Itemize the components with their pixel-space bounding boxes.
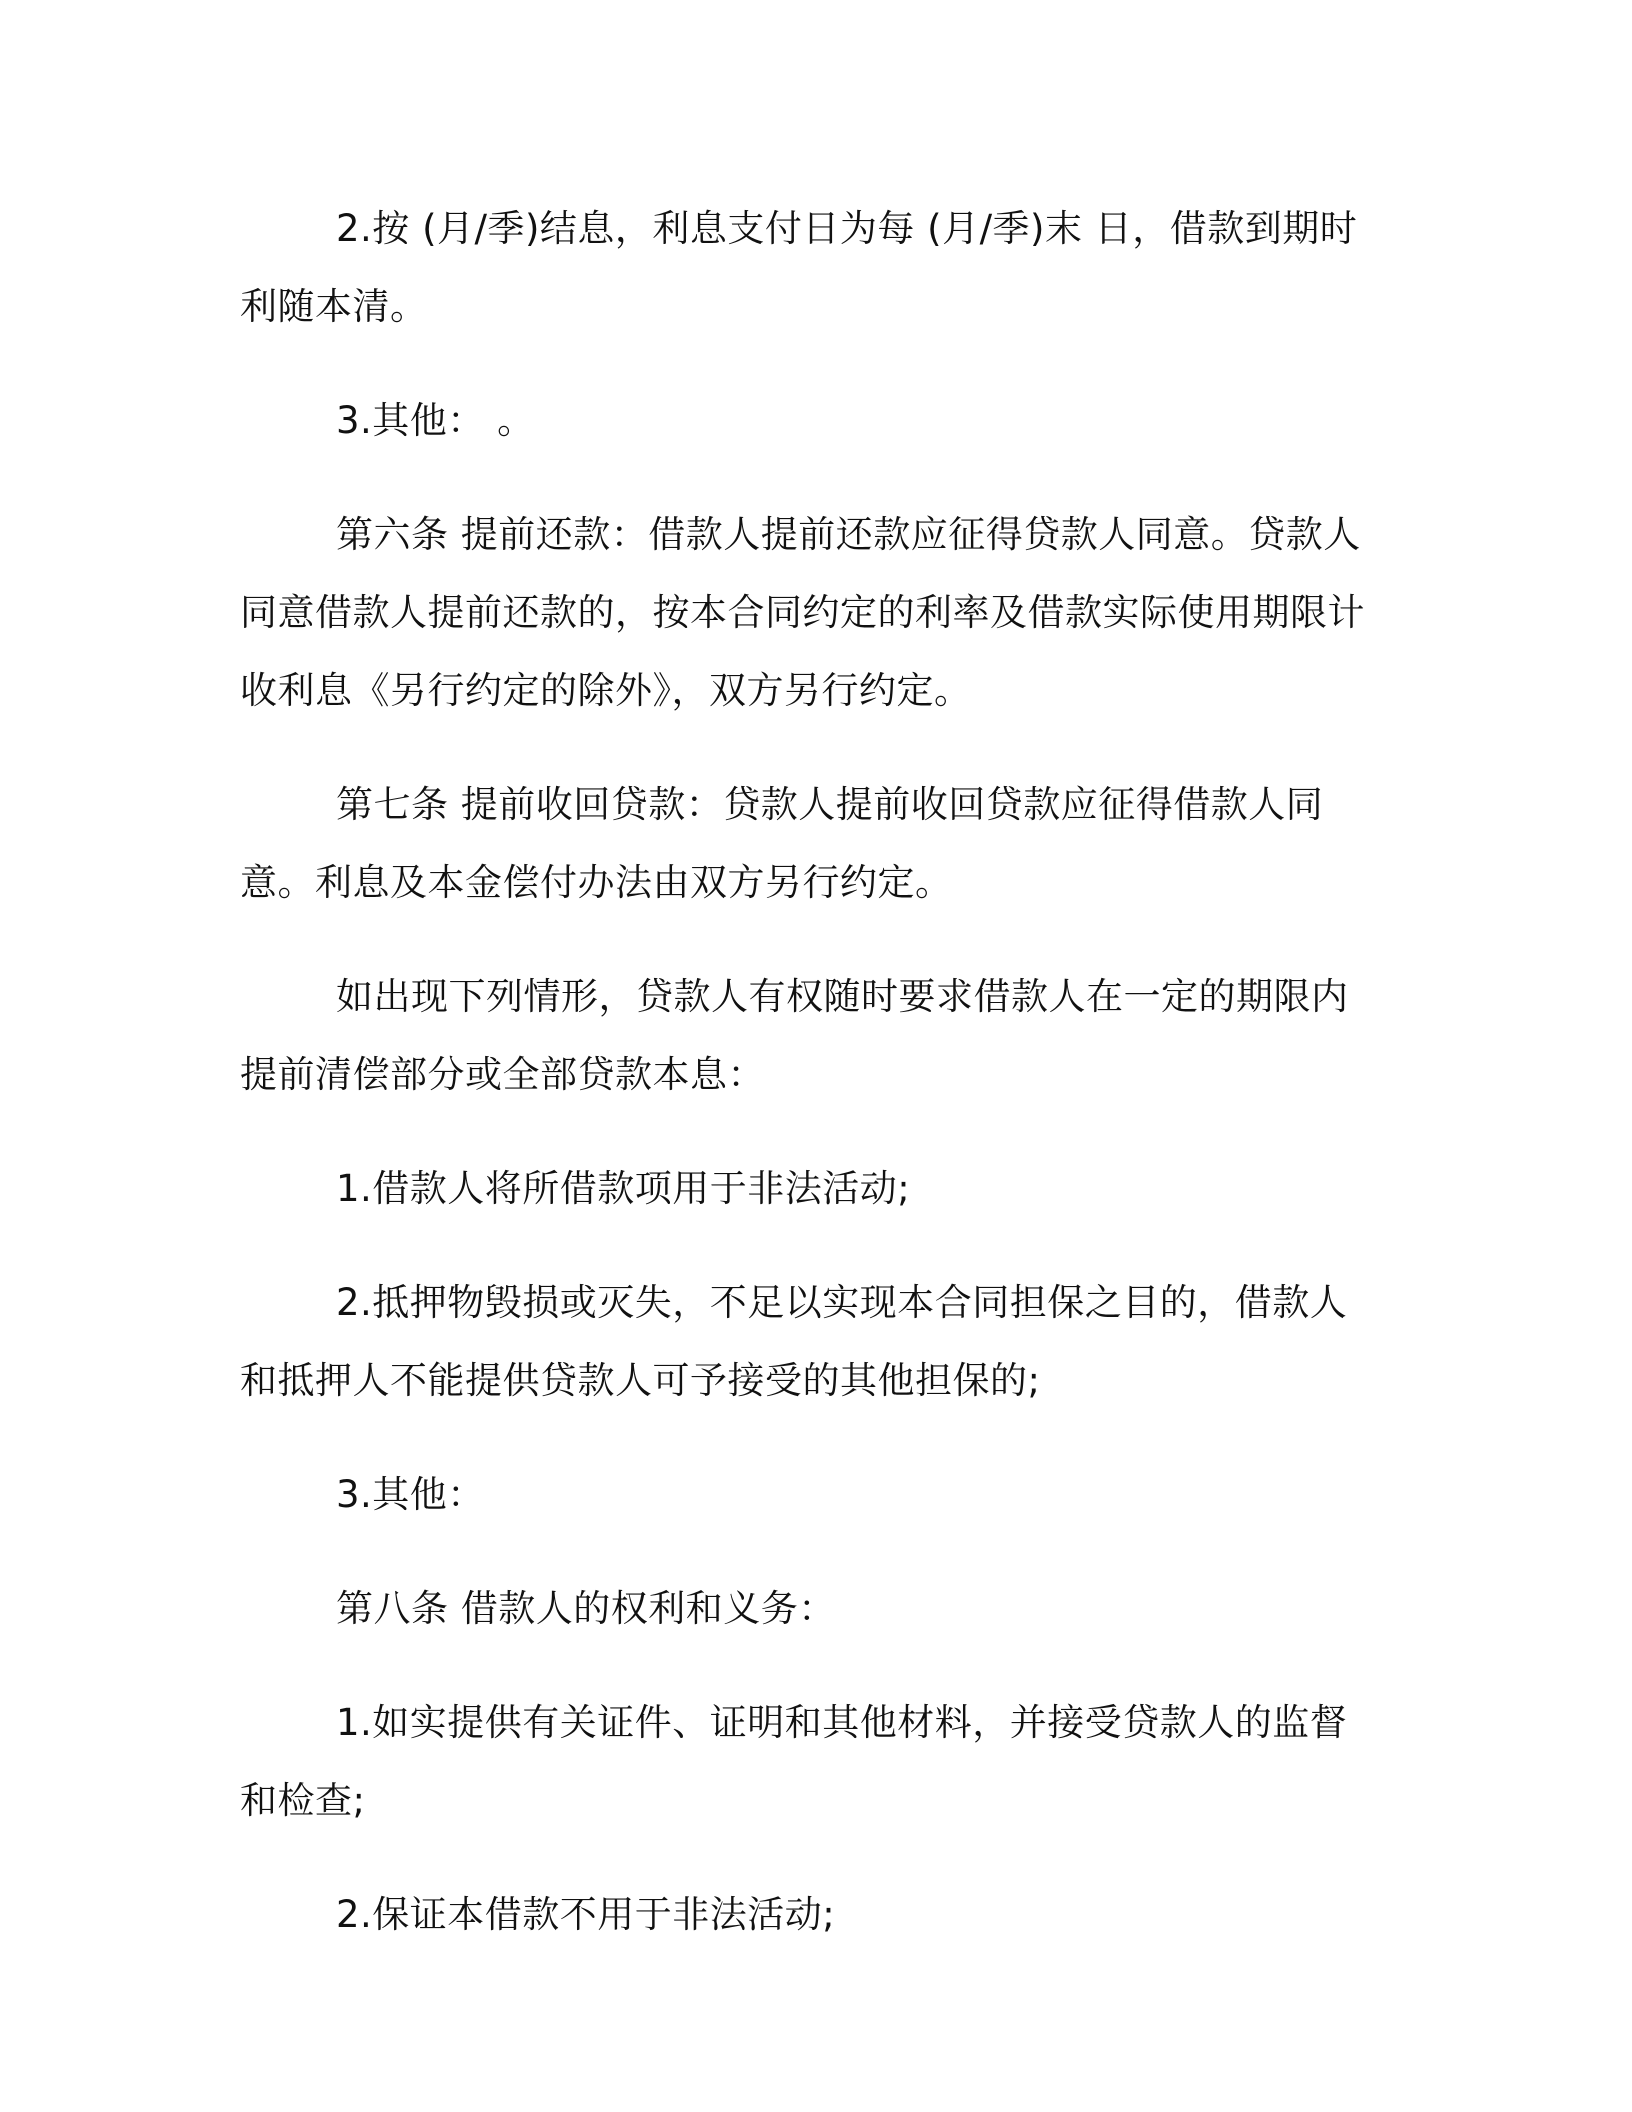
- borrower-duty-2: 2.保证本借款不用于非法活动;: [336, 1893, 836, 1936]
- article-8-borrower-rights: 第八条 借款人的权利和义务：: [336, 1587, 836, 1630]
- article-6-early-repayment: 第六条 提前还款：借款人提前还款应征得贷款人同意。贷款人同意借款人提前还款的，按本合同约定的利率及借款实际使用期限计收利息《另行约定的除外》，双方另行约定。: [240, 513, 1365, 712]
- recall-condition-3: 3.其他：: [336, 1473, 485, 1516]
- recall-condition-2: 2.抵押物毁损或灭失，不足以实现本合同担保之目的，借款人和抵押人不能提供贷款人可予接受的其他担保的;: [240, 1281, 1348, 1402]
- clause-other-1: 3.其他： 。: [336, 399, 535, 442]
- recall-condition-1: 1.借款人将所借款项用于非法活动;: [336, 1167, 911, 1210]
- article-7-early-recall: 第七条 提前收回贷款：贷款人提前收回贷款应征得借款人同意。利息及本金偿付办法由双方另行约定。: [240, 783, 1324, 904]
- document-page: [240, 190, 1380, 1990]
- borrower-duty-1: 1.如实提供有关证件、证明和其他材料，并接受贷款人的监督和检查;: [240, 1701, 1348, 1822]
- recall-conditions-intro: 如出现下列情形，贷款人有权随时要求借款人在一定的期限内提前清偿部分或全部贷款本息：: [240, 975, 1349, 1096]
- clause-interest-settlement: 2.按 (月/季)结息，利息支付日为每 (月/季)末 日，借款到期时利随本清。: [240, 207, 1358, 328]
